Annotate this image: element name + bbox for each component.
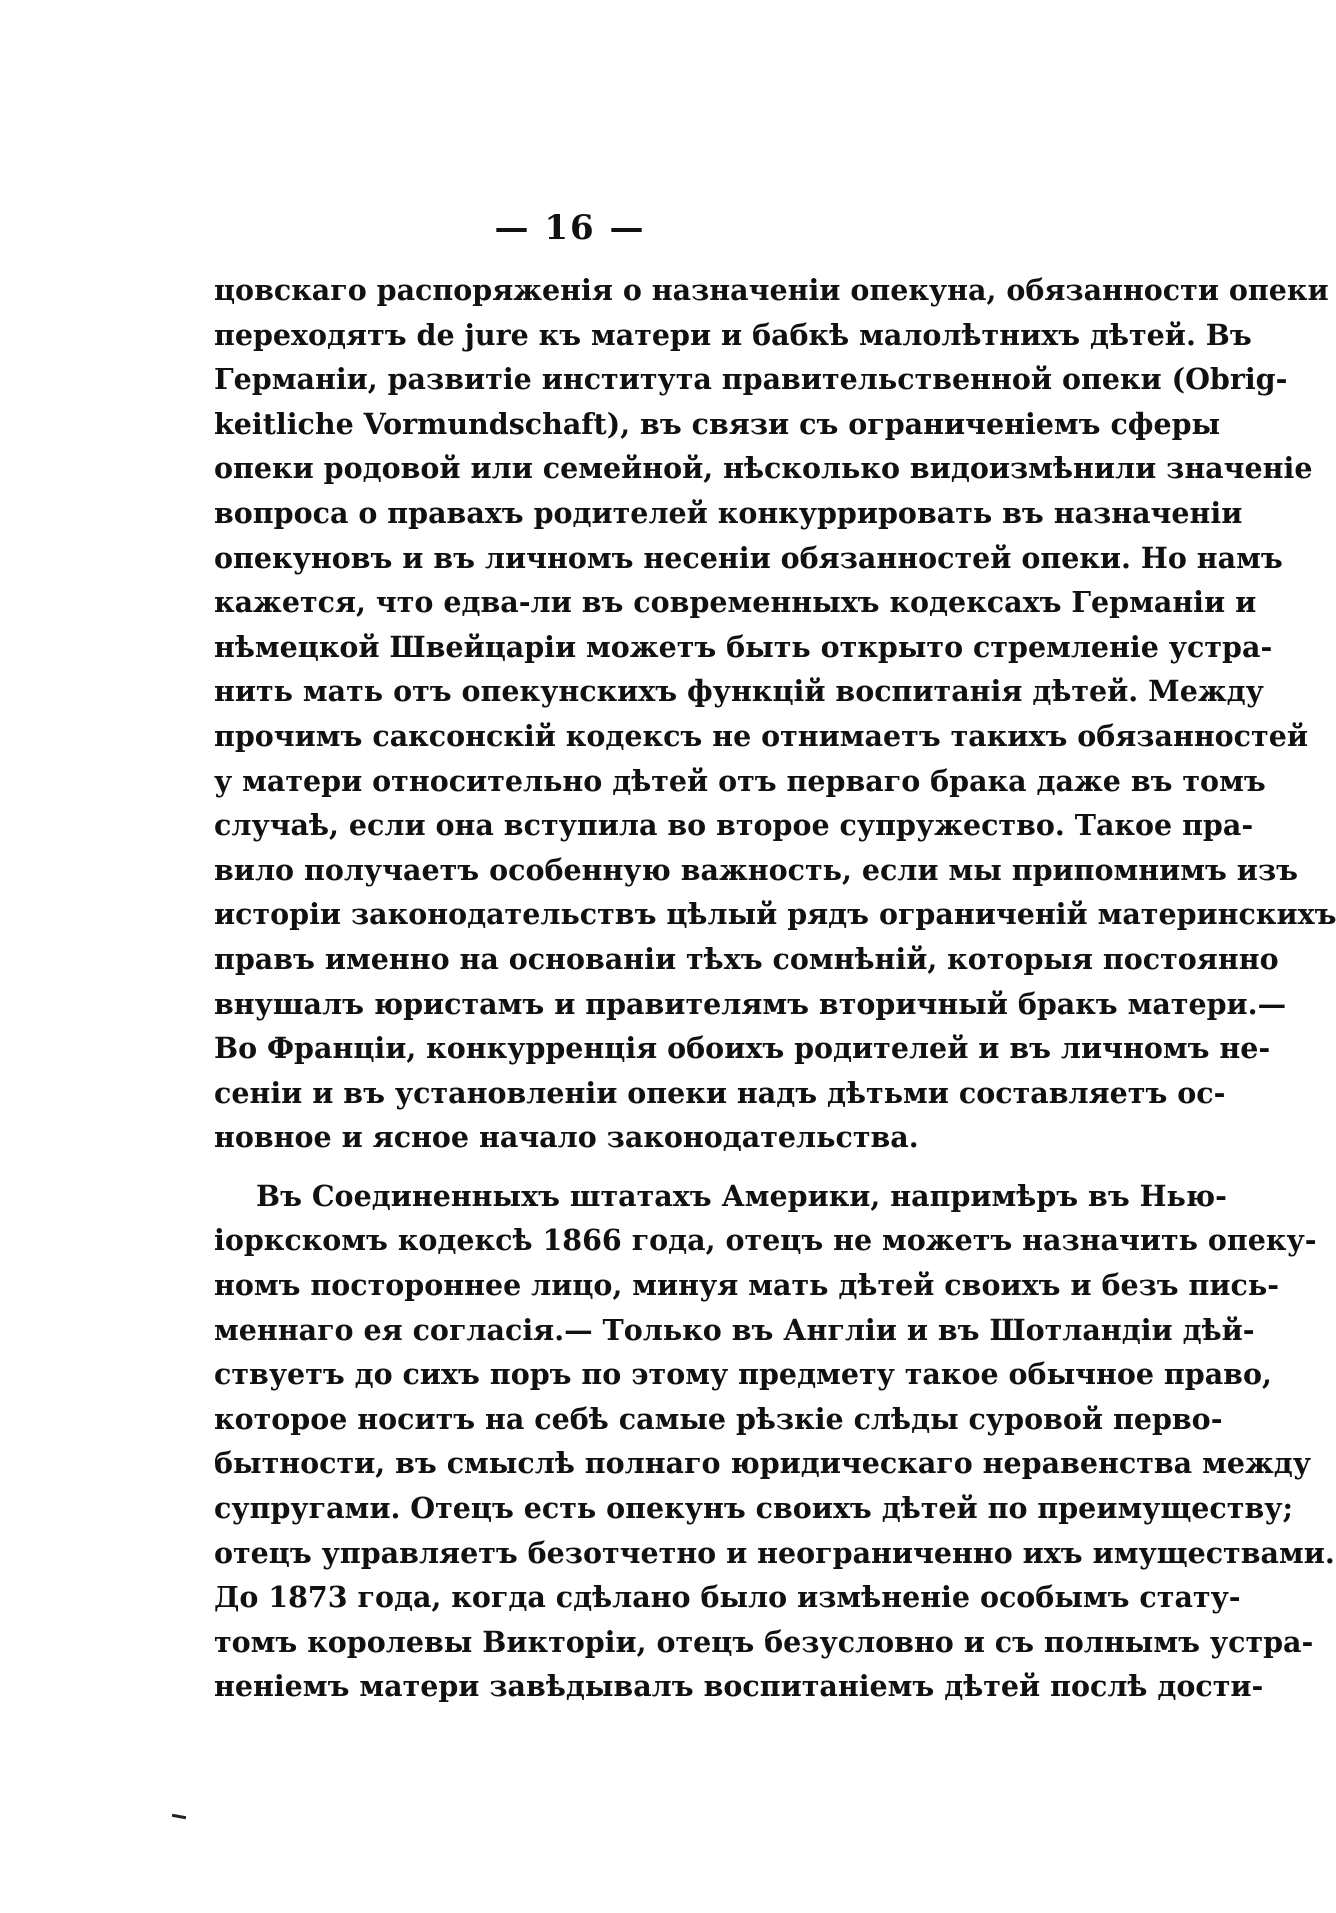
text-line: которое носитъ на себѣ самые рѣзкіе слѣды суровой перво- bbox=[214, 1401, 1223, 1436]
text-line: нѣмецкой Швейцаріи можетъ быть открыто стремленіе устра- bbox=[214, 629, 1273, 664]
text-line: номъ постороннее лицо, минуя мать дѣтей своихъ и безъ пись- bbox=[214, 1268, 1280, 1303]
text-line: сеніи и въ установленіи опеки надъ дѣтьми составляетъ ос- bbox=[214, 1075, 1226, 1110]
text-line: опеки родовой или семейной, нѣсколько видоизмѣнили значеніе bbox=[214, 451, 1313, 486]
text-line: ствуетъ до сихъ поръ по этому предмету такое обычное право, bbox=[214, 1357, 1272, 1392]
text-line: Германіи, развитіе института правительственной опеки (Obrig- bbox=[214, 362, 1288, 397]
text-line: меннаго ея согласія.— Только въ Англіи и въ Шотландіи дѣй- bbox=[214, 1312, 1255, 1347]
text-line: Во Франціи, конкурренція обоихъ родителей и въ личномъ не- bbox=[214, 1031, 1271, 1066]
page-number: — 16 — bbox=[494, 208, 646, 248]
text-line: прочимъ саксонскій кодексъ не отнимаетъ такихъ обязанностей bbox=[214, 718, 1308, 753]
text-line: новное и ясное начало законодательства. bbox=[214, 1120, 919, 1155]
text-line: цовскаго распоряженія о назначеніи опекуна, обязанности опеки bbox=[214, 273, 1329, 307]
paragraph-1 bbox=[214, 268, 1336, 1160]
text-line: вопроса о правахъ родителей конкуррировать въ назначеніи bbox=[214, 495, 1243, 530]
text-line: неніемъ матери завѣдывалъ воспитаніемъ дѣтей послѣ дости- bbox=[214, 1669, 1264, 1704]
text-line: До 1873 года, когда сдѣлано было измѣненіе особымъ стату- bbox=[214, 1580, 1241, 1615]
text-line: keitliche Vormundschaft), въ связи съ ограниченіемъ сферы bbox=[214, 406, 1221, 441]
text-line: іоркскомъ кодексѣ 1866 года, отецъ не можетъ назначить опеку- bbox=[214, 1223, 1317, 1258]
text-line: опекуновъ и въ личномъ несеніи обязанностей опеки. Но намъ bbox=[214, 540, 1283, 575]
text-line: томъ королевы Викторіи, отецъ безусловно и съ полнымъ устра- bbox=[214, 1624, 1314, 1659]
text-line: вило получаетъ особенную важность, если мы припомнимъ изъ bbox=[214, 852, 1298, 887]
text-line: случаѣ, если она вступила во второе супружество. Такое пра- bbox=[214, 808, 1254, 843]
text-line: исторіи законодательствъ цѣлый рядъ ограниченій материнскихъ bbox=[214, 897, 1336, 932]
text-line: кажется, что едва-ли въ современныхъ кодексахъ Германіи и bbox=[214, 585, 1257, 620]
text-line: бытности, въ смыслѣ полнаго юридическаго неравенства между bbox=[214, 1446, 1311, 1481]
text-line: правъ именно на основаніи тѣхъ сомнѣній, которыя постоянно bbox=[214, 941, 1279, 976]
text-line: Въ Соединенныхъ штатахъ Америки, напримѣръ въ Нью- bbox=[256, 1178, 1227, 1213]
text-line: переходятъ de jure къ матери и бабкѣ малолѣтнихъ дѣтей. Въ bbox=[214, 317, 1252, 352]
text-line: внушалъ юристамъ и правителямъ вторичный бракъ матери.— bbox=[214, 986, 1287, 1021]
text-line: супругами. Отецъ есть опекунъ своихъ дѣтей по преимуществу; bbox=[214, 1491, 1294, 1526]
body-text bbox=[214, 268, 1336, 1709]
text-line: отецъ управляетъ безотчетно и неограниченно ихъ имуществами. bbox=[214, 1535, 1335, 1570]
text-line: у матери относительно дѣтей отъ перваго брака даже въ томъ bbox=[214, 763, 1266, 798]
paragraph-2 bbox=[214, 1174, 1335, 1709]
text-line: нить мать отъ опекунскихъ функцій воспитанія дѣтей. Между bbox=[214, 674, 1264, 709]
stray-ink-mark bbox=[172, 1814, 186, 1819]
paragraph-gap bbox=[214, 1160, 1040, 1174]
